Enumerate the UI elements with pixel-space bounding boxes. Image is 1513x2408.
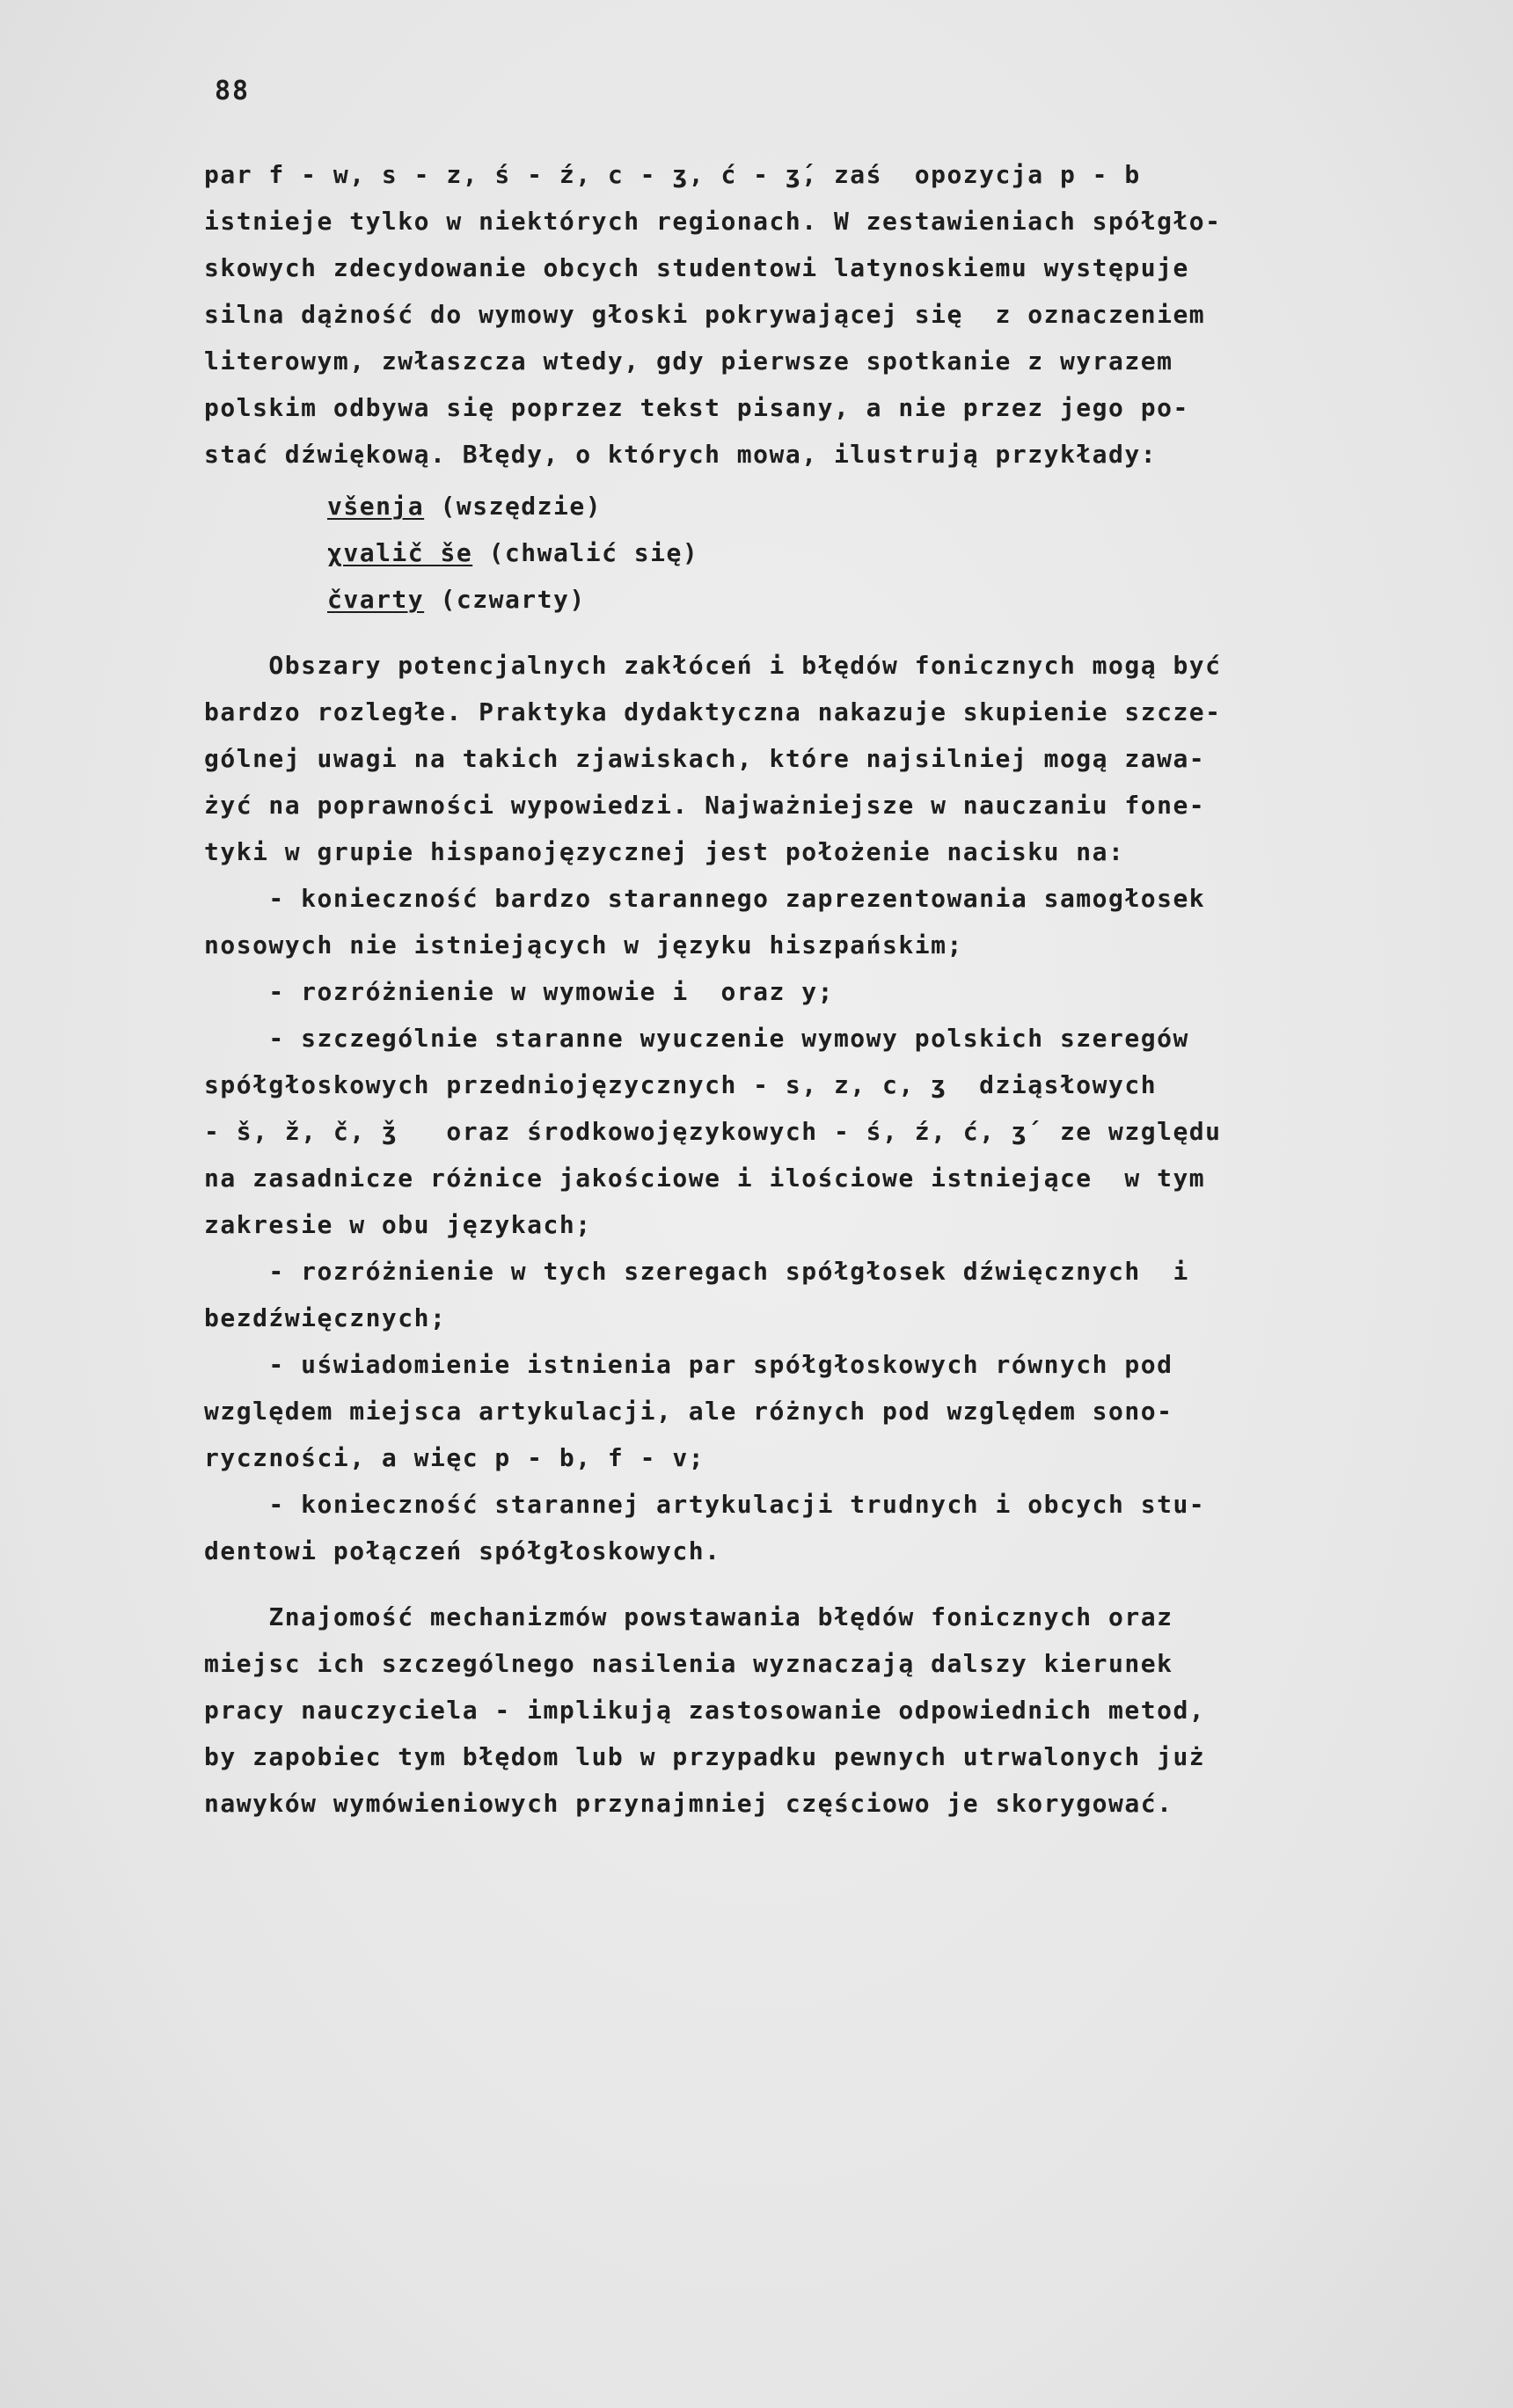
text-line: względem miejsca artykulacji, ale różnych pod względem sono- [204,1397,1173,1426]
text-line: pracy nauczyciela - implikują zastosowanie odpowiednich metod, [204,1696,1206,1725]
text-line: bardzo rozległe. Praktyka dydaktyczna nakazuje skupienie szcze- [204,697,1222,726]
example-word: všenja [327,492,425,521]
example-word: χvalič še [327,538,473,567]
text-line: Obszary potencjalnych zakłóceń i błędów fonicznych mogą być [204,651,1222,680]
text-line: - š, ž, č, ǯ oraz środkowojęzykowych - ś, ź, ć, ʒ́ ze względu [204,1117,1222,1146]
example-gloss: (chwalić się) [472,538,699,567]
example-gloss: (wszędzie) [424,492,603,521]
example-item [327,576,1453,623]
text-line: by zapobiec tym błędom lub w przypadku pewnych utrwalonych już [204,1742,1206,1771]
text-line: - konieczność bardzo starannego zaprezentowania samogłosek [204,884,1206,913]
paragraph-1 [204,151,1453,478]
example-word: čvarty [327,585,425,614]
text-line: skowych zdecydowanie obcych studentowi latynoskiemu występuje [204,253,1189,282]
text-line: dentowi połączeń spółgłoskowych. [204,1536,721,1565]
text-line: - konieczność starannej artykulacji trudnych i obcych stu- [204,1490,1206,1519]
paragraph-2 [204,642,1453,1574]
text-line: spółgłoskowych przedniojęzycznych - s, z, c, ʒ dziąsłowych [204,1070,1158,1099]
text-line: ryczności, a więc p - b, f - v; [204,1443,705,1472]
paragraph-3 [204,1594,1453,1827]
text-line: tyki w grupie hispanojęzycznej jest położenie nacisku na: [204,837,1125,866]
text-line: silna dążność do wymowy głoski pokrywającej się z oznaczeniem [204,300,1206,329]
text-line: - rozróżnienie w tych szeregach spółgłosek dźwięcznych i [204,1257,1189,1286]
example-item [327,483,1453,529]
text-line: - rozróżnienie w wymowie i oraz y; [204,977,834,1006]
text-line: nosowych nie istniejących w języku hiszpańskim; [204,930,963,960]
example-gloss: (czwarty) [424,585,586,614]
text-line: polskim odbywa się poprzez tekst pisany, a nie przez jego po- [204,393,1189,422]
text-line: Znajomość mechanizmów powstawania błędów fonicznych oraz [204,1602,1173,1631]
body-text [204,151,1453,1827]
example-item [327,529,1453,576]
text-line: stać dźwiękową. Błędy, o których mowa, ilustrują przykłady: [204,440,1158,469]
text-line: par f - w, s - z, ś - ź, c - ʒ, ć - ʒ́, zaś opozycja p - b [204,160,1141,189]
text-line: miejsc ich szczególnego nasilenia wyznaczają dalszy kierunek [204,1649,1173,1678]
text-line: gólnej uwagi na takich zjawiskach, które najsilniej mogą zawa- [204,744,1206,773]
text-line: literowym, zwłaszcza wtedy, gdy pierwsze spotkanie z wyrazem [204,347,1173,376]
text-line: - uświadomienie istnienia par spółgłoskowych równych pod [204,1350,1173,1379]
text-line: - szczególnie staranne wyuczenie wymowy polskich szeregów [204,1024,1189,1053]
examples-list [327,483,1453,623]
text-line: zakresie w obu językach; [204,1210,592,1239]
text-line: istnieje tylko w niektórych regionach. W zestawieniach spółgło- [204,207,1222,236]
text-line: nawyków wymówieniowych przynajmniej częściowo je skorygować. [204,1789,1173,1818]
page-number: 88 [215,76,251,106]
text-line: żyć na poprawności wypowiedzi. Najważniejsze w nauczaniu fone- [204,791,1206,820]
text-line: na zasadnicze różnice jakościowe i ilościowe istniejące w tym [204,1164,1206,1193]
text-line: bezdźwięcznych; [204,1303,447,1332]
